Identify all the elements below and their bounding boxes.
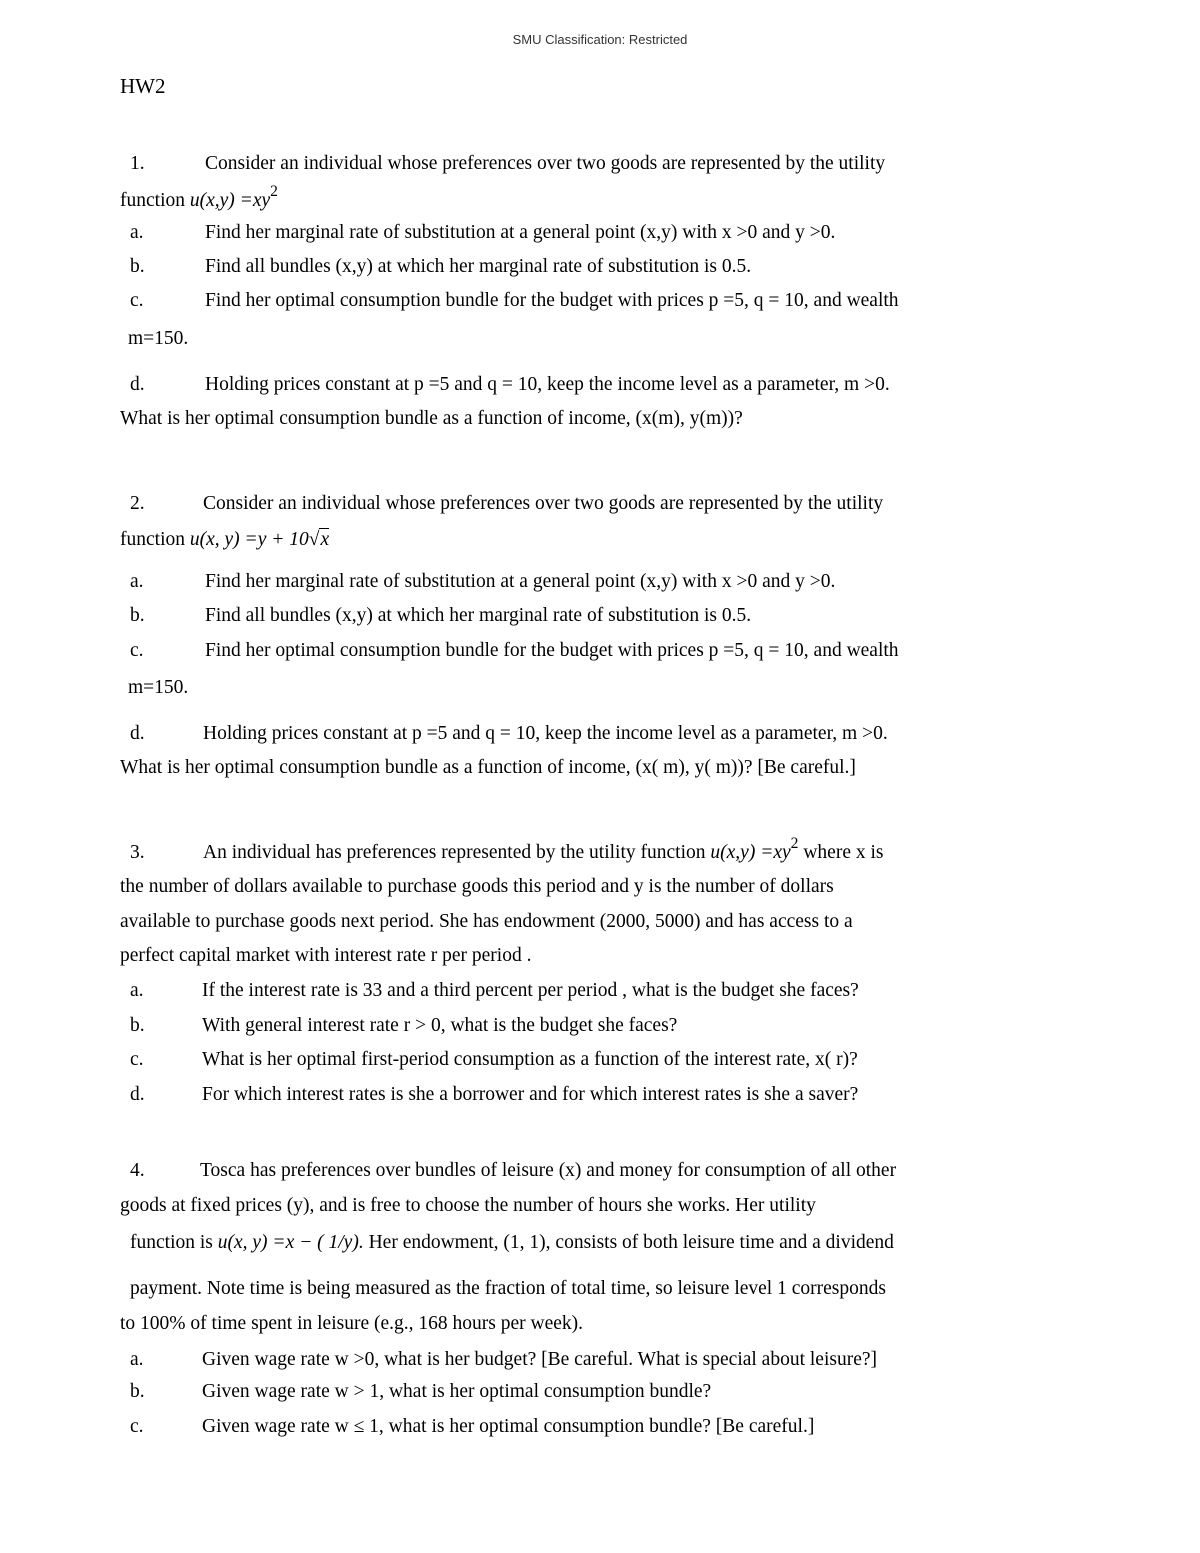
q3-intro-text: An individual has preferences represented by the utility function [203,842,711,863]
classification-header: SMU Classification: Restricted [512,32,688,47]
q2-intro-line-2 [120,528,329,551]
q2-c-label: c. [130,640,144,661]
q2-d-continuation: What is her optimal consumption bundle as a function of income, (x( m), y( m))? [Be careful.] [120,757,856,778]
q1-a-text: Find her marginal rate of substitution at a general point (x,y) with x >0 and y >0. [205,222,836,243]
q1-intro-line-1: Consider an individual whose preferences over two goods are represented by the utility [205,153,886,174]
q2-a-label: a. [130,571,144,592]
q1-utility-function: u(x,y) =xy [189,190,271,211]
q3-c-label: c. [130,1049,144,1070]
q1-d-text: Holding prices constant at p =5 and q = 10, keep the income level as a parameter, m >0. [205,374,890,395]
q1-utility-exponent: 2 [270,183,278,201]
q4-c-label: c. [130,1416,144,1437]
q2-b-label: b. [130,605,145,626]
q3-b-text: With general interest rate r > 0, what is the budget she faces? [202,1015,678,1036]
q4-number: 4. [130,1160,145,1181]
square-root-icon: √ [308,529,320,550]
q2-intro-line-1: Consider an individual whose preferences over two goods are represented by the utility [203,493,884,514]
q1-intro-text: function [120,190,190,211]
q2-c-continuation: m=150. [128,677,189,698]
q4-intro-line-2: goods at fixed prices (y), and is free to choose the number of hours she works. Her utility [120,1195,816,1216]
q3-intro-line-4: perfect capital market with interest rate r per period . [120,945,532,966]
q1-d-label: d. [130,374,145,395]
q3-b-label: b. [130,1015,145,1036]
q4-intro-line-4: payment. Note time is being measured as the fraction of total time, so leisure level 1 corresponds [130,1278,886,1299]
q1-c-text: Find her optimal consumption bundle for the budget with prices p =5, q = 10, and wealth [205,290,899,311]
q3-utility-function: u(x,y) =xy [710,842,791,863]
q1-d-continuation: What is her optimal consumption bundle as a function of income, (x(m), y(m))? [120,408,743,429]
q4-intro-tail: Her endowment, (1, 1), consists of both leisure time and a dividend [363,1232,894,1253]
q2-intro-text: function [120,529,190,550]
q3-intro-tail: where x is [798,842,884,863]
q1-c-continuation: m=150. [128,328,189,349]
q3-intro-line-1 [203,835,884,864]
q4-a-text: Given wage rate w >0, what is her budget? [Be careful. What is special about leisure?] [202,1349,878,1370]
q4-intro-line-5: to 100% of time spent in leisure (e.g., 168 hours per week). [120,1313,584,1334]
q4-intro-line-1: Tosca has preferences over bundles of leisure (x) and money for consumption of all other [200,1160,897,1181]
q3-a-label: a. [130,980,144,1001]
q3-number: 3. [130,842,145,863]
q2-c-text: Find her optimal consumption bundle for the budget with prices p =5, q = 10, and wealth [205,640,899,661]
q2-a-text: Find her marginal rate of substitution at a general point (x,y) with x >0 and y >0. [205,571,836,592]
q4-b-text: Given wage rate w > 1, what is her optimal consumption bundle? [202,1381,712,1402]
q4-c-text: Given wage rate w ≤ 1, what is her optimal consumption bundle? [Be careful.] [202,1416,815,1437]
q3-d-text: For which interest rates is she a borrower and for which interest rates is she a saver? [202,1084,859,1105]
q4-b-label: b. [130,1381,145,1402]
q3-intro-line-3: available to purchase goods next period. She has endowment (2000, 5000) and has access to a [120,911,853,932]
q4-a-label: a. [130,1349,144,1370]
q1-number: 1. [130,153,145,174]
q4-utility-function: u(x, y) =x − ( 1/y). [217,1232,364,1253]
q3-utility-exponent: 2 [790,835,799,853]
q4-intro-line-3 [130,1231,894,1254]
q1-c-label: c. [130,290,144,311]
q2-number: 2. [130,493,145,514]
q4-intro-text: function is [130,1232,218,1253]
q3-d-label: d. [130,1084,145,1105]
q1-b-text: Find all bundles (x,y) at which her marginal rate of substitution is 0.5. [205,256,752,277]
document-title: HW2 [120,74,166,98]
q2-d-text: Holding prices constant at p =5 and q = 10, keep the income level as a parameter, m >0. [203,723,888,744]
q3-intro-line-2: the number of dollars available to purchase goods this period and y is the number of dollars [120,876,834,897]
q1-intro-line-2 [120,183,278,212]
q3-c-text: What is her optimal first-period consumption as a function of the interest rate, x( r)? [202,1049,858,1070]
q1-b-label: b. [130,256,145,277]
q2-d-label: d. [130,723,145,744]
q3-a-text: If the interest rate is 33 and a third percent per period , what is the budget she faces? [202,980,859,1001]
q1-a-label: a. [130,222,144,243]
q2-utility-function: u(x, y) =y + 10 [189,529,309,550]
q2-b-text: Find all bundles (x,y) at which her marginal rate of substitution is 0.5. [205,605,752,626]
q2-utility-radicand: x [320,529,330,550]
